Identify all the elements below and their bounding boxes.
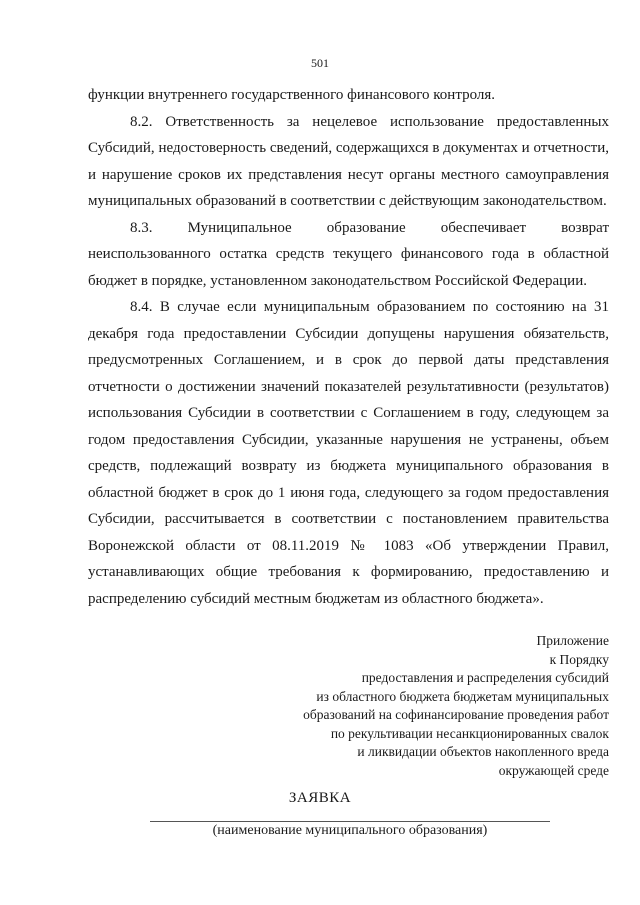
blank-caption: (наименование муниципального образования): [212, 823, 488, 838]
paragraph-continuation: функции внутреннего государственного финансового контроля.: [88, 87, 495, 103]
paragraph-8-3: 8.3. Муниципальное образование обеспечивает возврат неиспользованного остатка средств текущего финансового года в областной бюджет в порядке, установленном законодательством Российской Федерации.: [88, 219, 609, 289]
appendix-line: к Порядку: [549, 651, 609, 667]
appendix-line: образований на софинансирование проведения работ: [303, 707, 609, 722]
appendix-note: [240, 632, 609, 780]
appendix-line: и ликвидации объектов накопленного вреда: [357, 744, 609, 759]
body-text: [88, 82, 609, 612]
paragraph-8-2: 8.2. Ответственность за нецелевое использование предоставленных Субсидий, недостоверность сведений, содержащихся в документах и отчетности, и нарушение сроков их представления несут органы местного самоуправления муниципальных образований в соответствии с действующим законодательством.: [88, 113, 609, 209]
page-number: 501: [311, 56, 329, 70]
appendix-line: окружающей среде: [498, 762, 609, 778]
paragraph-8-4: 8.4. В случае если муниципальным образованием по состоянию на 31 декабря года предоставлении Субсидии допущены нарушения обязательств, предусмотренных Соглашением, и в срок до первой даты представления отчетности о достижении значений показателей результативности (результатов) использования Субсидии в соответствии с Соглашением в году, следующем за годом предоставления Субсидии, указанные нарушения не устранены, объем средств, подлежащий возврату из бюджета муниципального образования в областной бюджет в срок до 1 июня года, следующего за годом предоставления Субсидии, рассчитывается в соответствии с постановлением правительства Воронежской области от 08.11.2019 № 1083 «Об утверждении Правил, устанавливающих общие требования к формированию, предоставлению и распределению субсидий местным бюджетам из областного бюджета».: [88, 299, 609, 607]
appendix-line: из областного бюджета бюджетам муниципальных: [316, 688, 609, 704]
appendix-line: Приложение: [536, 633, 609, 648]
appendix-line: по рекультивации несанкционированных свалок: [330, 725, 609, 741]
form-title: ЗАЯВКА: [288, 790, 352, 806]
appendix-line: предоставления и распределения субсидий: [361, 670, 609, 685]
blank-fill-line: [150, 821, 550, 822]
